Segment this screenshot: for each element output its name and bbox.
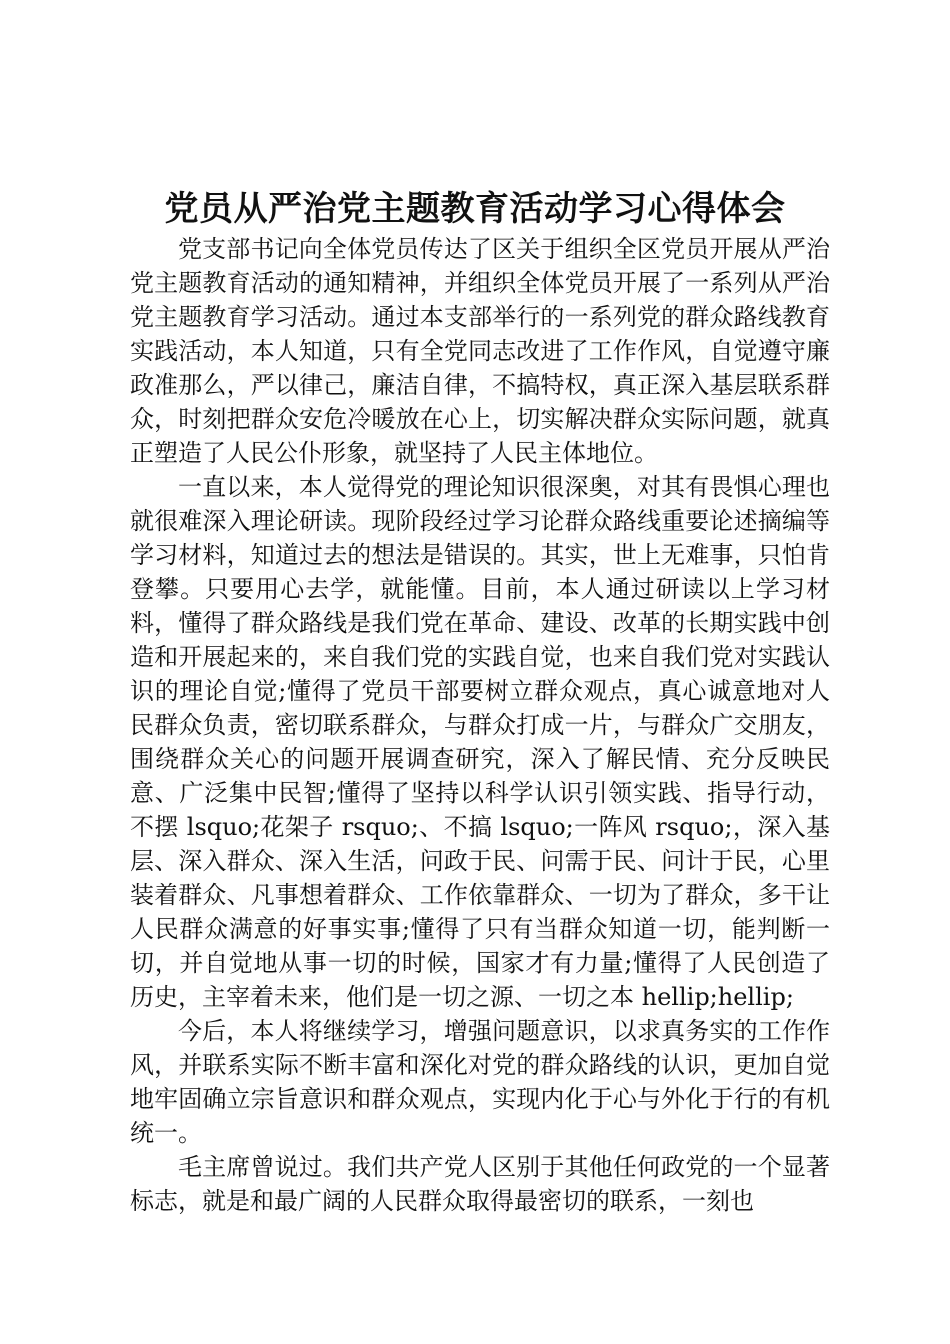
paragraph-1: 党支部书记向全体党员传达了区关于组织全区党员开展从严治党主题教育活动的通知精神，并组织全体党员开展了一系列从严治党主题教育学习活动。通过本支部举行的一系列党的群众路线教育实践活动，本人知道，只有全党同志改进了工作作风，自觉遵守廉政准那么，严以律己，廉洁自律，不搞特权，真正深入基层联系群众，时刻把群众安危冷暖放在心上，切实解决群众实际问题，就真正塑造了人民公仆形象，就坚持了人民主体地位。 xyxy=(130,235,830,467)
paragraph-4: 毛主席曾说过。我们共产党人区别于其他任何政党的一个显著标志，就是和最广阔的人民群众取得最密切的联系，一刻也 xyxy=(130,1153,830,1215)
document-body xyxy=(130,232,830,1218)
paragraph-3: 今后，本人将继续学习，增强问题意识，以求真务实的工作作风，并联系实际不断丰富和深化对党的群众路线的认识，更加自觉地牢固确立宗旨意识和群众观点，实现内化于心与外化于行的有机统一。 xyxy=(130,1017,830,1147)
document-title: 党员从严治党主题教育活动学习心得体会 xyxy=(164,189,786,229)
paragraph-2: 一直以来，本人觉得党的理论知识很深奥，对其有畏惧心理也就很难深入理论研读。现阶段经过学习论群众路线重要论述摘编等学习材料，知道过去的想法是错误的。其实，世上无难事，只怕肯登攀。只要用心去学，就能懂。目前，本人通过研读以上学习材料，懂得了群众路线是我们党在革命、建设、改革的长期实践中创造和开展起来的，来自我们党的实践自觉，也来自我们党对实践认识的理论自觉;懂得了党员干部要树立群众观点，真心诚意地对人民群众负责，密切联系群众，与群众打成一片，与群众广交朋友，围绕群众关心的问题开展调查研究，深入了解民情、充分反映民意、广泛集中民智;懂得了坚持以科学认识引领实践、指导行动，不摆 lsquo;花架子 rsquo;、不搞 lsquo;一阵风 rsquo;，深入基层、深入群众、深入生活，问政于民、问需于民、问计于民，心里装着群众、凡事想着群众、工作依靠群众、一切为了群众，多干让人民群众满意的好事实事;懂得了只有当群众知道一切，能判断一切，并自觉地从事一切的时候，国家才有力量;懂得了人民创造了历史，主宰着未来，他们是一切之源、一切之本 hellip;hellip; xyxy=(130,473,830,1011)
